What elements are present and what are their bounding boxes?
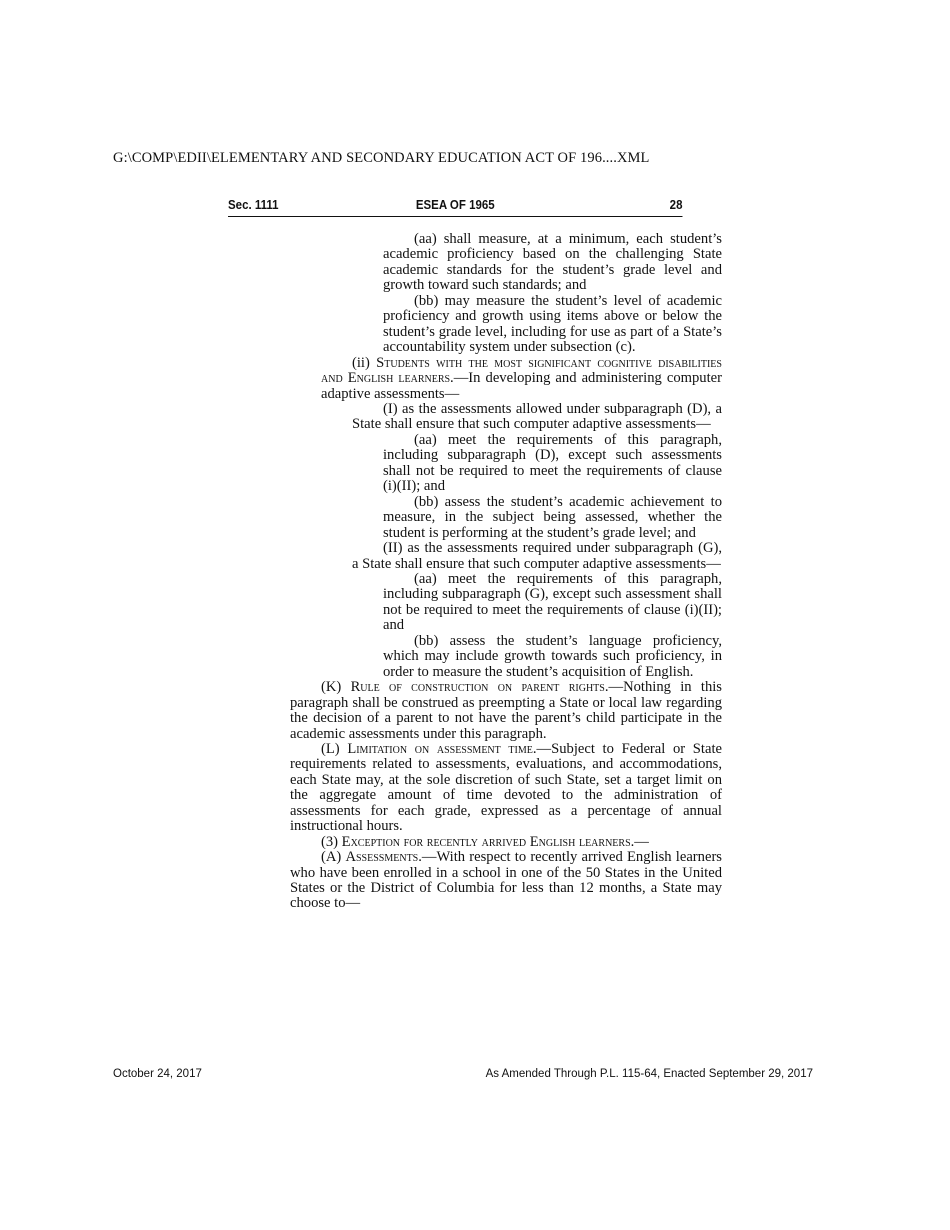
subparagraph-A-text: —With respect to recently arrived English learners who have been enrolled in a school in one of the 50 States in the United States or the District of Columbia for less than 12 months, a State may choose to— [290,849,722,912]
paragraph-3-prefix: (3) [321,833,342,850]
subparagraph-L-text: —Subject to Federal or State requirements related to assessments, evaluations, and accommodations, each State may, at the sole discretion of such State, set a target limit on the aggregate amount of time devoted to the administration of assessments for each grade, expressed as a percentage of annual instructional hours. [290,740,722,835]
subparagraph-A-heading: Assessments. [345,849,422,866]
paragraph-3 [259,835,722,850]
subparagraph-L-prefix: (L) [321,740,348,757]
subparagraph-L-heading: Limitation on assessment time. [347,740,537,757]
clause-ii-heading: Students with the most significant cognitive disabilities and English learners. [321,354,722,387]
subparagraph-K-prefix: (K) [321,679,351,696]
clause-aa-1: (aa) shall measure, at a minimum, each student’s academic proficiency based on the challenging State academic standards for the student’s grade level and growth toward such standards; and [383,231,722,294]
subclause-I: (I) as the assessments allowed under subparagraph (D), a State shall ensure that such computer adaptive assessments— [352,400,722,433]
page-number: 28 [669,198,683,212]
file-path: G:\COMP\EDII\ELEMENTARY AND SECONDARY EDUCATION ACT OF 196....XML [113,150,650,166]
subparagraph-L [290,742,722,835]
section-number: Sec. 1111 [228,198,279,212]
clause-ii [321,356,722,402]
subparagraph-K-heading: Rule of construction on parent rights. [350,679,609,696]
clause-ii-text: —In developing and administering computer adaptive assessments— [321,370,722,402]
footer-date: October 24, 2017 [113,1068,202,1080]
subparagraph-A-prefix: (A) [321,849,346,866]
running-head [228,198,682,217]
subclause-II: (II) as the assessments required under subparagraph (G), a State shall ensure that such computer adaptive assessments— [352,540,722,572]
clause-ii-prefix: (ii) [352,354,377,371]
paragraph-3-text: — [634,833,649,850]
footer-amended-note: As Amended Through P.L. 115-64, Enacted September 29, 2017 [485,1068,813,1080]
subclause-I-aa: (aa) meet the requirements of this paragraph, including subparagraph (D), except such assessments shall not be required to meet the requirements of clause (i)(II); and [383,431,722,495]
subclause-I-bb: (bb) assess the student’s academic achievement to measure, in the subject being assessed, whether the student is performing at the student’s grade level; and [383,493,722,541]
clause-bb-1: (bb) may measure the student’s level of academic proficiency and growth using items above or below the student’s grade level, including for use as part of a State’s accountability system under subsection (c). [383,292,722,356]
subparagraph-A [290,850,722,912]
act-title: ESEA OF 1965 [415,198,495,212]
subclause-II-aa: (aa) meet the requirements of this paragraph, including subparagraph (G), except such assessment shall not be required to meet the requirements of clause (i)(II); and [383,570,722,634]
subparagraph-K [290,680,722,742]
subparagraph-K-text: —Nothing in this paragraph shall be construed as preempting a State or local law regarding the decision of a parent to not have the parent’s child participate in the academic assessments under this paragraph. [290,679,722,742]
paragraph-3-heading: Exception for recently arrived English learners. [341,833,635,850]
subclause-II-bb: (bb) assess the student’s language proficiency, which may include growth towards such proficiency, in order to measure the student’s acquisition of English. [383,632,722,680]
statute-text [228,232,722,912]
